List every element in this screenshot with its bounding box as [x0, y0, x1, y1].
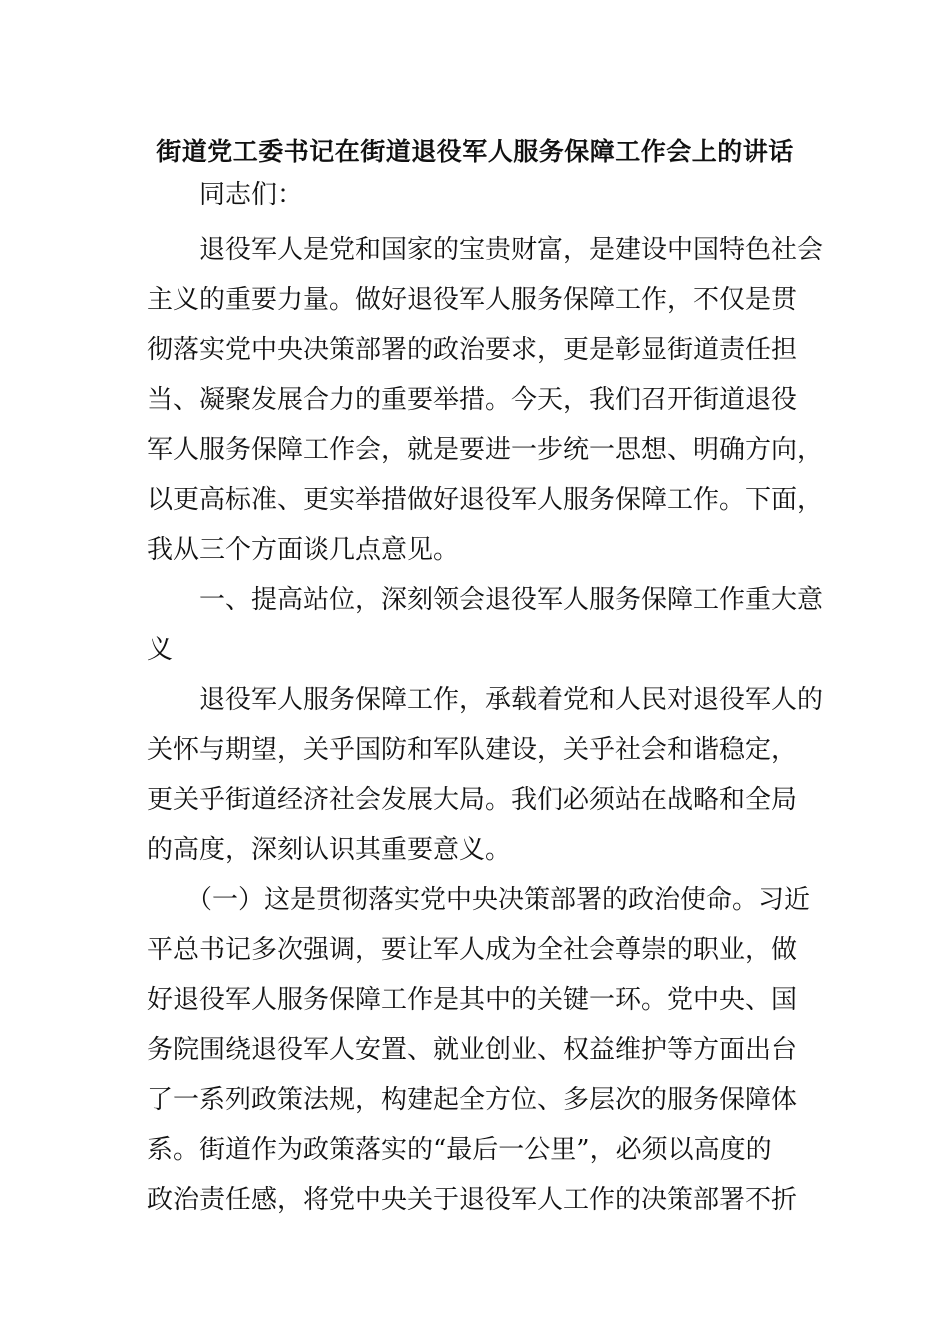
subsection-line: （一）这是贯彻落实党中央决策部署的政治使命。习近: [147, 885, 811, 915]
paragraph-line: 军人服务保障工作会，就是要进一步统一思想、明确方向，: [147, 435, 824, 465]
document-title: 街道党工委书记在街道退役军人服务保障工作会上的讲话: [156, 137, 794, 166]
paragraph-line: 关怀与期望，关乎国防和军队建设，关乎社会和谐稳定，: [147, 735, 798, 765]
paragraph-line: 了一系列政策法规，构建起全方位、多层次的服务保障体: [147, 1085, 798, 1115]
paragraph-line: 务院围绕退役军人安置、就业创业、权益维护等方面出台: [147, 1035, 798, 1065]
section-heading-line: 一、提高站位，深刻领会退役军人服务保障工作重大意: [147, 585, 824, 615]
paragraph-line: 主义的重要力量。做好退役军人服务保障工作，不仅是贯: [147, 285, 798, 315]
paragraph-line: 平总书记多次强调，要让军人成为全社会尊崇的职业，做: [147, 935, 798, 965]
paragraph-line: 退役军人是党和国家的宝贵财富，是建设中国特色社会: [147, 235, 824, 265]
paragraph-line: 系。街道作为政策落实的“最后一公里”，必须以高度的: [147, 1135, 772, 1165]
paragraph-line: 当、凝聚发展合力的重要举措。今天，我们召开街道退役: [147, 385, 798, 415]
paragraph-line: 同志们：: [147, 180, 304, 210]
paragraph-line: 政治责任感，将党中央关于退役军人工作的决策部署不折: [147, 1185, 798, 1215]
paragraph-line: 好退役军人服务保障工作是其中的关键一环。党中央、国: [147, 985, 798, 1015]
paragraph-line: 我从三个方面谈几点意见。: [147, 535, 460, 565]
paragraph-line: 以更高标准、更实举措做好退役军人服务保障工作。下面，: [147, 485, 824, 515]
paragraph-line: 的高度，深刻认识其重要意义。: [147, 835, 512, 865]
section-heading-line: 义: [147, 635, 174, 665]
paragraph-line: 退役军人服务保障工作，承载着党和人民对退役军人的: [147, 685, 824, 715]
paragraph-line: 更关乎街道经济社会发展大局。我们必须站在战略和全局: [147, 785, 798, 815]
paragraph-line: 彻落实党中央决策部署的政治要求，更是彰显街道责任担: [147, 335, 798, 365]
